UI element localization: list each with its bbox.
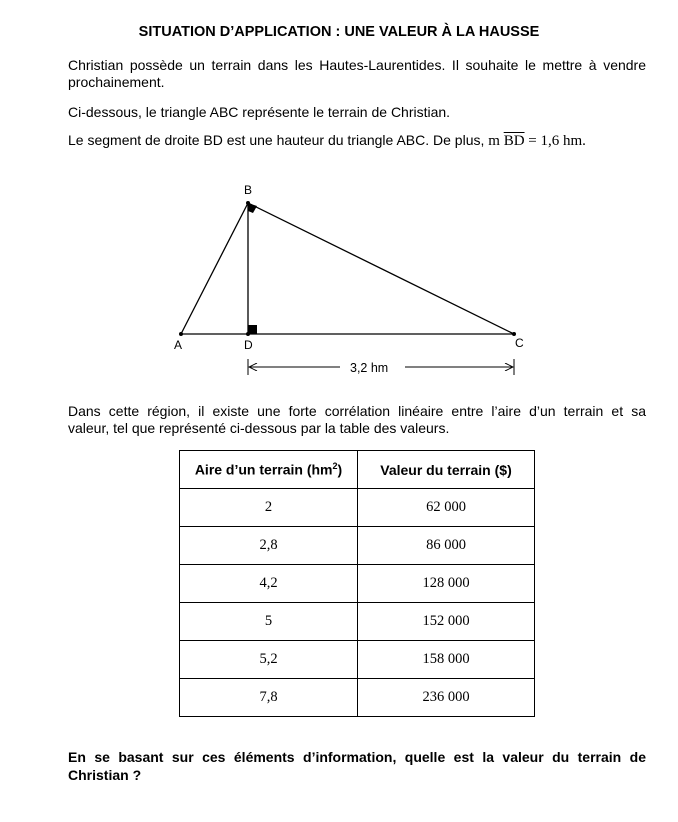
vertex-b <box>246 201 250 205</box>
value-cell: 236 000 <box>358 679 535 717</box>
page-title: SITUATION D’APPLICATION : UNE VALEUR À LA HAUSSE <box>138 24 540 40</box>
side-bc <box>248 203 514 334</box>
label-c: C <box>515 336 524 350</box>
table-row <box>180 527 535 565</box>
value-cell: 158 000 <box>358 641 535 679</box>
intro-line-1-end: prochainement. <box>68 74 165 90</box>
area-cell: 2 <box>180 489 358 527</box>
table-row <box>180 679 535 717</box>
value-cell: 128 000 <box>358 565 535 603</box>
side-ab <box>181 203 248 334</box>
label-b: B <box>244 183 253 197</box>
value-cell: 152 000 <box>358 603 535 641</box>
table-row <box>180 641 535 679</box>
triangle-abc-figure <box>160 178 540 383</box>
area-cell: 2,8 <box>180 527 358 565</box>
area-cell: 5 <box>180 603 358 641</box>
dimension-label: 3,2 hm <box>350 361 389 375</box>
header-area-exponent: 2 <box>332 461 338 472</box>
vertex-a <box>179 332 183 336</box>
values-table <box>179 450 535 717</box>
question: En se basant sur ces éléments d’information, quelle est la valeur du terrain de Christian ? <box>68 749 646 783</box>
intro-paragraph-2: Ci-dessous, le triangle ABC représente le terrain de Christian. <box>68 104 451 120</box>
vertex-d <box>246 332 250 336</box>
segment-bd: $\overline{BD}$ <box>503 133 525 149</box>
intro-paragraph-3 <box>68 132 646 150</box>
intro-paragraph-1 <box>68 57 646 91</box>
table-row <box>180 603 535 641</box>
value-cell: 86 000 <box>358 527 535 565</box>
right-angle-b <box>248 203 257 213</box>
header-area-close: ) <box>337 461 343 478</box>
label-d: D <box>244 338 253 352</box>
area-cell: 4,2 <box>180 565 358 603</box>
label-a: A <box>174 338 183 352</box>
value-cell: 62 000 <box>358 489 535 527</box>
table-row <box>180 489 535 527</box>
measure-prefix: m <box>488 133 504 149</box>
intro-line-1: Christian possède un terrain dans les Hautes-Laurentides. Il souhaite le mettre à vendre <box>68 57 646 73</box>
header-value: Valeur du terrain ($) <box>358 451 535 489</box>
correlation-line-2: valeur, tel que représenté ci-dessous par la table des valeurs. <box>68 420 450 436</box>
area-cell: 5,2 <box>180 641 358 679</box>
header-area-text: Aire d’un terrain (hm <box>194 461 333 478</box>
area-cell: 7,8 <box>180 679 358 717</box>
table-row <box>180 565 535 603</box>
intro-line-3-text: Le segment de droite BD est une hauteur du triangle ABC. De plus, <box>68 132 489 148</box>
measure-value: = 1,6 hm. <box>524 133 586 149</box>
header-area <box>180 451 358 489</box>
table-header-row <box>180 451 535 489</box>
correlation-line-1: Dans cette région, il existe une forte corrélation linéaire entre l’aire d’un terrain et sa <box>68 403 646 419</box>
correlation-paragraph <box>68 403 646 437</box>
